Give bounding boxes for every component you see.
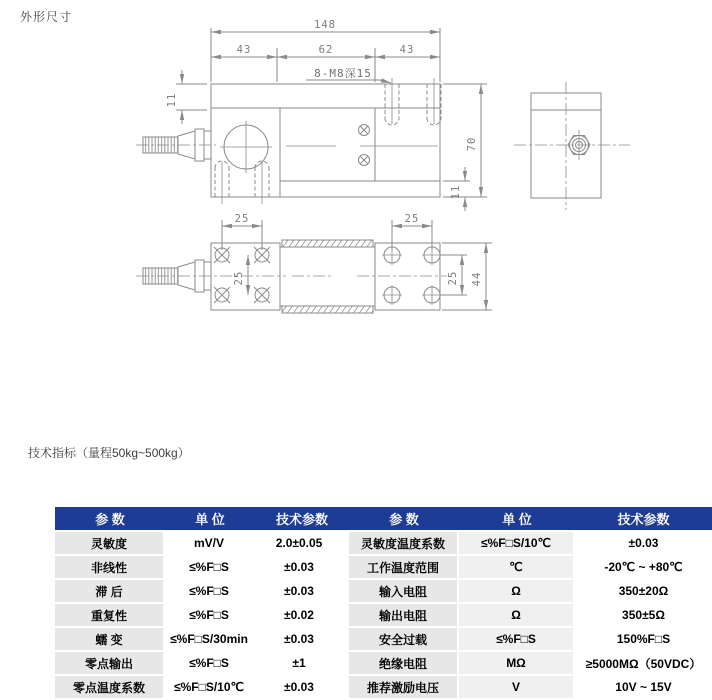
dim-70: 70 [466, 136, 478, 152]
value-cell: ±0.03 [255, 628, 343, 650]
table-row [55, 532, 712, 554]
dim-11-bottom: 11 [450, 184, 462, 200]
spec-section-title: 技术指标（量程50kg~500kg） [28, 446, 190, 460]
unit-cell: mV/V [165, 532, 253, 554]
unit-cell: ≤%F□S/10℃ [459, 532, 573, 554]
table-row [55, 604, 712, 626]
plan-view [136, 220, 492, 313]
header-unit-1: 单 位 [195, 512, 225, 527]
table-row [55, 628, 712, 650]
dim-25-vert-left: 25 [233, 270, 245, 286]
side-view [514, 82, 630, 210]
unit-cell: ≤%F□S [165, 556, 253, 578]
header-param-2: 参 数 [389, 512, 419, 527]
unit-cell: ℃ [459, 556, 573, 578]
value-cell: -20℃ ~ +80℃ [575, 556, 712, 578]
unit-cell: ≤%F□S [165, 652, 253, 674]
param-cell: 零点温度系数 [55, 676, 163, 698]
unit-cell: V [459, 676, 573, 698]
header-unit-2: 单 位 [502, 512, 532, 527]
param-cell: 零点输出 [55, 652, 163, 674]
value-cell: ±0.03 [255, 556, 343, 578]
param-cell: 安全过载 [349, 628, 457, 650]
table-row [55, 580, 712, 602]
value-cell: 2.0±0.05 [255, 532, 343, 554]
unit-cell: ≤%F□S [165, 580, 253, 602]
dim-43-right: 43 [399, 44, 415, 56]
dim-25-top-right: 25 [404, 213, 420, 225]
header-param-1: 参 数 [95, 512, 125, 527]
param-cell: 输入电阻 [349, 580, 457, 602]
param-cell: 蠕 变 [55, 628, 163, 650]
dim-43-left: 43 [236, 44, 252, 56]
param-cell: 工作温度范围 [349, 556, 457, 578]
header-value-2: 技术参数 [617, 512, 670, 527]
header-value-1: 技术参数 [275, 512, 328, 527]
dim-62: 62 [318, 44, 334, 56]
dim-44: 44 [471, 271, 483, 287]
value-cell: ±0.03 [255, 580, 343, 602]
unit-cell: Ω [459, 580, 573, 602]
table-row [55, 556, 712, 578]
param-cell: 推荐激励电压 [349, 676, 457, 698]
param-cell: 非线性 [55, 556, 163, 578]
unit-cell: ≤%F□S [459, 628, 573, 650]
thread-hole-icon [382, 245, 442, 305]
dim-11-top: 11 [166, 92, 178, 108]
dim-148: 148 [314, 19, 336, 31]
value-cell: 10V ~ 15V [575, 676, 712, 698]
value-cell: ±0.03 [575, 532, 712, 554]
value-cell: 350±5Ω [575, 604, 712, 626]
value-cell: ±0.03 [255, 676, 343, 698]
unit-cell: ≤%F□S [165, 604, 253, 626]
front-view [136, 28, 487, 211]
table-row [55, 676, 712, 698]
table-row [55, 652, 712, 674]
dim-25-vert-right: 25 [447, 270, 459, 286]
dim-25-top-left: 25 [234, 213, 250, 225]
page-title: 外形尺寸 [20, 10, 73, 24]
unit-cell: Ω [459, 604, 573, 626]
param-cell: 输出电阻 [349, 604, 457, 626]
param-cell: 滞 后 [55, 580, 163, 602]
spec-table-header [55, 507, 712, 530]
value-cell: ±0.02 [255, 604, 343, 626]
unit-cell: ≤%F□S/30min [165, 628, 253, 650]
unit-cell: MΩ [459, 652, 573, 674]
param-cell: 灵敏度温度系数 [349, 532, 457, 554]
value-cell: 350±20Ω [575, 580, 712, 602]
param-cell: 绝缘电阻 [349, 652, 457, 674]
thread-note: 8-M8深15 [314, 67, 372, 80]
value-cell: 150%F□S [575, 628, 712, 650]
param-cell: 重复性 [55, 604, 163, 626]
param-cell: 灵敏度 [55, 532, 163, 554]
value-cell: ≥5000MΩ（50VDC） [575, 652, 712, 674]
value-cell: ±1 [255, 652, 343, 674]
unit-cell: ≤%F□S/10℃ [165, 676, 253, 698]
gauge-mark-icon [359, 125, 370, 166]
spec-table [55, 507, 712, 700]
